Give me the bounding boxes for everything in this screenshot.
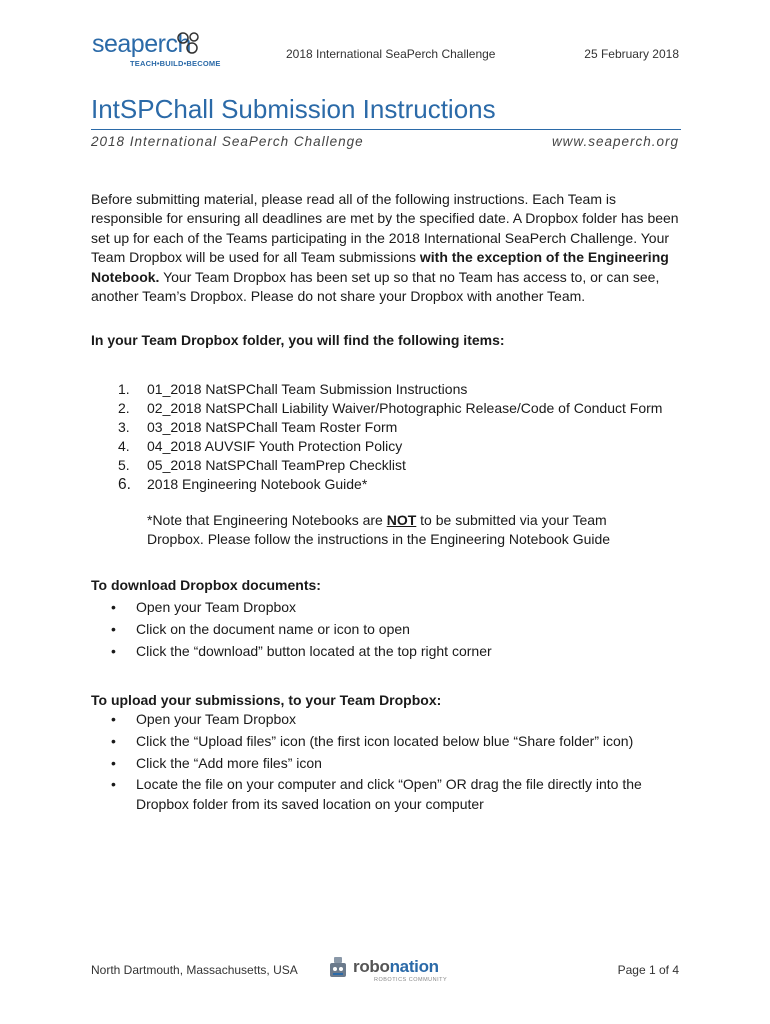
intro-text-2: Your Team Dropbox has been set up so that no Team has access to, or can see, another Team’s Dropbox. Please do not share your Dropbox with another Team. <box>91 268 660 305</box>
items-list <box>118 380 688 494</box>
bullet-icon: • <box>111 711 116 727</box>
upload-steps <box>91 709 681 814</box>
list-item-text: Open your Team Dropbox <box>136 711 297 727</box>
list-item <box>118 418 688 437</box>
bullet-icon: • <box>111 599 116 615</box>
list-item <box>118 437 688 456</box>
note-emphasis: NOT <box>386 512 417 528</box>
robonation-logo <box>327 955 447 985</box>
download-heading: To download Dropbox documents: <box>91 577 321 593</box>
list-item-text: Open your Team Dropbox <box>136 599 297 615</box>
list-item-text: Click the “Add more files” icon <box>136 754 322 771</box>
intro-paragraph <box>91 190 681 306</box>
list-item-number: 5. <box>118 457 130 473</box>
list-item <box>91 731 681 753</box>
download-steps <box>91 597 681 662</box>
list-item-text: 03_2018 NatSPChall Team Roster Form <box>147 419 398 435</box>
list-item <box>91 597 681 619</box>
bullet-icon: • <box>111 620 116 637</box>
note-text-2: to be submitted via your Team Dropbox. Please follow the instructions in the Engineering Notebook Guide <box>147 512 611 548</box>
list-item-text: 2018 Engineering Notebook Guide* <box>147 476 368 492</box>
list-item <box>91 753 681 775</box>
list-item-text: 02_2018 NatSPChall Liability Waiver/Photographic Release/Code of Conduct Form <box>147 400 663 416</box>
page-number: Page 1 of 4 <box>617 963 679 977</box>
header-event-name: 2018 International SeaPerch Challenge <box>286 47 496 61</box>
list-item-number: 4. <box>118 438 130 454</box>
list-item-text: Click on the document name or icon to open <box>136 620 410 637</box>
list-item-text: Locate the file on your computer and click “Open” OR drag the file directly into the Dropbox folder from its saved location on your computer <box>136 776 642 812</box>
list-item-text: 04_2018 AUVSIF Youth Protection Policy <box>147 438 403 454</box>
note-text-1: *Note that Engineering Notebooks are <box>147 512 387 528</box>
list-item-text: 01_2018 NatSPChall Team Submission Instructions <box>147 381 468 397</box>
list-item-number: 3. <box>118 419 130 435</box>
page-title: IntSPChall Submission Instructions <box>91 94 496 124</box>
notebook-note <box>147 511 667 550</box>
bullet-icon: • <box>111 776 116 793</box>
bullet-icon: • <box>111 732 116 749</box>
list-item-text: Click the “download” button located at the top right corner <box>136 642 492 659</box>
list-item-text: Click the “Upload files” icon (the first icon located below blue “Share folder” icon) <box>136 732 634 749</box>
bullet-icon: • <box>111 642 116 659</box>
seaperch-logo <box>92 30 221 72</box>
list-item <box>118 399 688 418</box>
list-item-number: 1. <box>118 381 130 397</box>
intro-text-1: Before submitting material, please read all of the following instructions. Each Team is responsible for ensuring all deadlines are met by the specified date. A Dropbox folder has been set up for each of the Teams participating in the 2018 International SeaPerch Challenge. Your Team Dropbox will be used for all Team submissions <box>91 191 679 266</box>
upload-heading: To upload your submissions, to your Team Dropbox: <box>91 692 442 708</box>
intro-bold-text: with the exception of the Engineering Notebook. <box>91 249 669 285</box>
list-item-text: 05_2018 NatSPChall TeamPrep Checklist <box>147 457 406 473</box>
robonation-wordmark: robonation <box>353 957 439 976</box>
bullet-icon: • <box>111 754 116 771</box>
list-item <box>118 475 688 494</box>
title-divider <box>91 129 681 130</box>
list-item <box>118 380 688 399</box>
items-heading: In your Team Dropbox folder, you will find the following items: <box>91 332 505 348</box>
subtitle-event: 2018 International SeaPerch Challenge <box>91 134 364 149</box>
bubbles-icon <box>174 30 204 56</box>
logo-tagline: TEACH•BUILD•BECOME <box>130 59 221 68</box>
list-item <box>91 775 681 814</box>
list-item <box>91 709 681 731</box>
list-item <box>91 641 681 663</box>
robonation-tagline: ROBOTICS COMMUNITY <box>374 977 448 983</box>
list-item-number: 6. <box>118 476 131 493</box>
subtitle-website[interactable]: www.seaperch.org <box>551 134 679 149</box>
list-item <box>118 456 688 475</box>
logo-wordmark: seaperch <box>92 30 191 58</box>
header-date: 25 February 2018 <box>584 47 679 61</box>
robot-icon <box>327 955 349 981</box>
footer-location: North Dartmouth, Massachusetts, USA <box>91 963 298 977</box>
list-item-number: 2. <box>118 400 130 416</box>
list-item <box>91 619 681 641</box>
